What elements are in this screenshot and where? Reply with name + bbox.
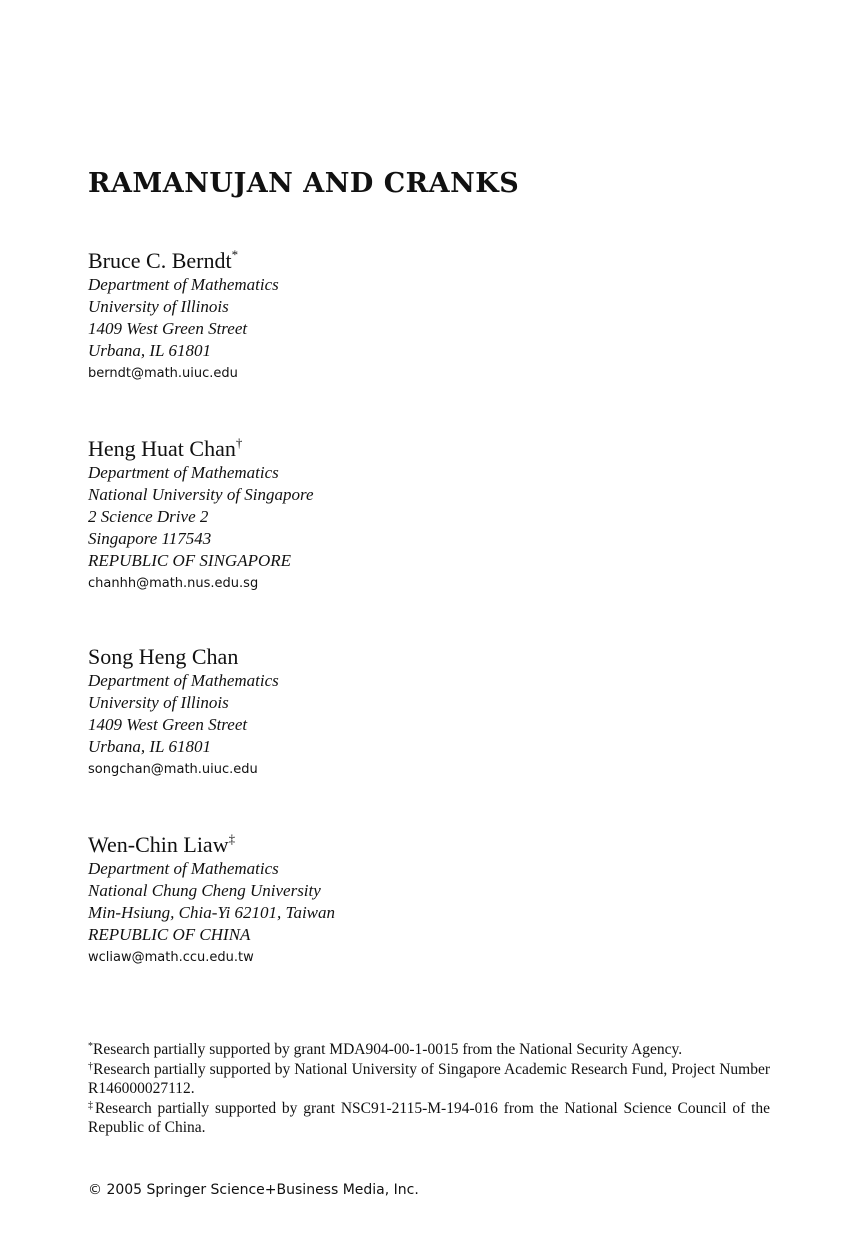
author-email: chanhh@math.nus.edu.sg [88,576,259,591]
affiliation-line: Urbana, IL 61801 [88,737,211,756]
affiliation-line: 1409 West Green Street [88,319,248,338]
affiliation-line: Department of Mathematics [88,463,279,482]
affiliation-line: National University of Singapore [88,485,314,504]
footnote-mark: † [235,435,243,450]
author-name: Heng Huat Chan† [88,435,243,461]
author-email: wcliaw@math.ccu.edu.tw [88,950,254,965]
footnote-mark: ‡ [88,1099,95,1111]
author-block [88,644,279,781]
author-block [88,832,335,969]
affiliation-line: Department of Mathematics [88,671,279,690]
affiliation-line: REPUBLIC OF CHINA [88,925,251,944]
footnote: *Research partially supported by grant MDA904-00-1-0015 from the National Security Agency. [88,1041,683,1058]
footnote-mark: ‡ [228,831,236,846]
paper-title: RAMANUJAN AND CRANKS [88,168,520,199]
footnote-mark: * [231,247,239,262]
affiliation-line: 1409 West Green Street [88,715,248,734]
author-name: Wen-Chin Liaw‡ [88,831,236,857]
author-name: Bruce C. Berndt* [88,247,239,273]
affiliation-line: Department of Mathematics [88,859,279,878]
copyright-notice: © 2005 Springer Science+Business Media, Inc. [88,1182,419,1198]
author-block [88,436,314,595]
affiliation-line: National Chung Cheng University [88,881,321,900]
affiliation-line: Singapore 117543 [88,529,212,548]
footnotes [88,1040,770,1138]
affiliation-line: Min-Hsiung, Chia-Yi 62101, Taiwan [88,903,336,922]
footnote: ‡Research partially supported by grant NSC91-2115-M-194-016 from the National Science Council of the Republic of China. [88,1099,771,1136]
footnote-mark: † [88,1060,94,1072]
affiliation-line: 2 Science Drive 2 [88,507,209,526]
author-name: Song Heng Chan [88,644,239,669]
affiliation-line: University of Illinois [88,297,229,316]
author-email: songchan@math.uiuc.edu [88,762,258,777]
affiliation-line: Urbana, IL 61801 [88,341,211,360]
author-email: berndt@math.uiuc.edu [88,366,238,381]
affiliation-line: University of Illinois [88,693,229,712]
affiliation-line: Department of Mathematics [88,275,279,294]
footnote: †Research partially supported by National University of Singapore Academic Research Fund, Project Number R146000027112. [88,1060,771,1097]
author-block [88,248,279,385]
footnote-mark: * [88,1041,93,1052]
affiliation-line: REPUBLIC OF SINGAPORE [88,551,292,570]
